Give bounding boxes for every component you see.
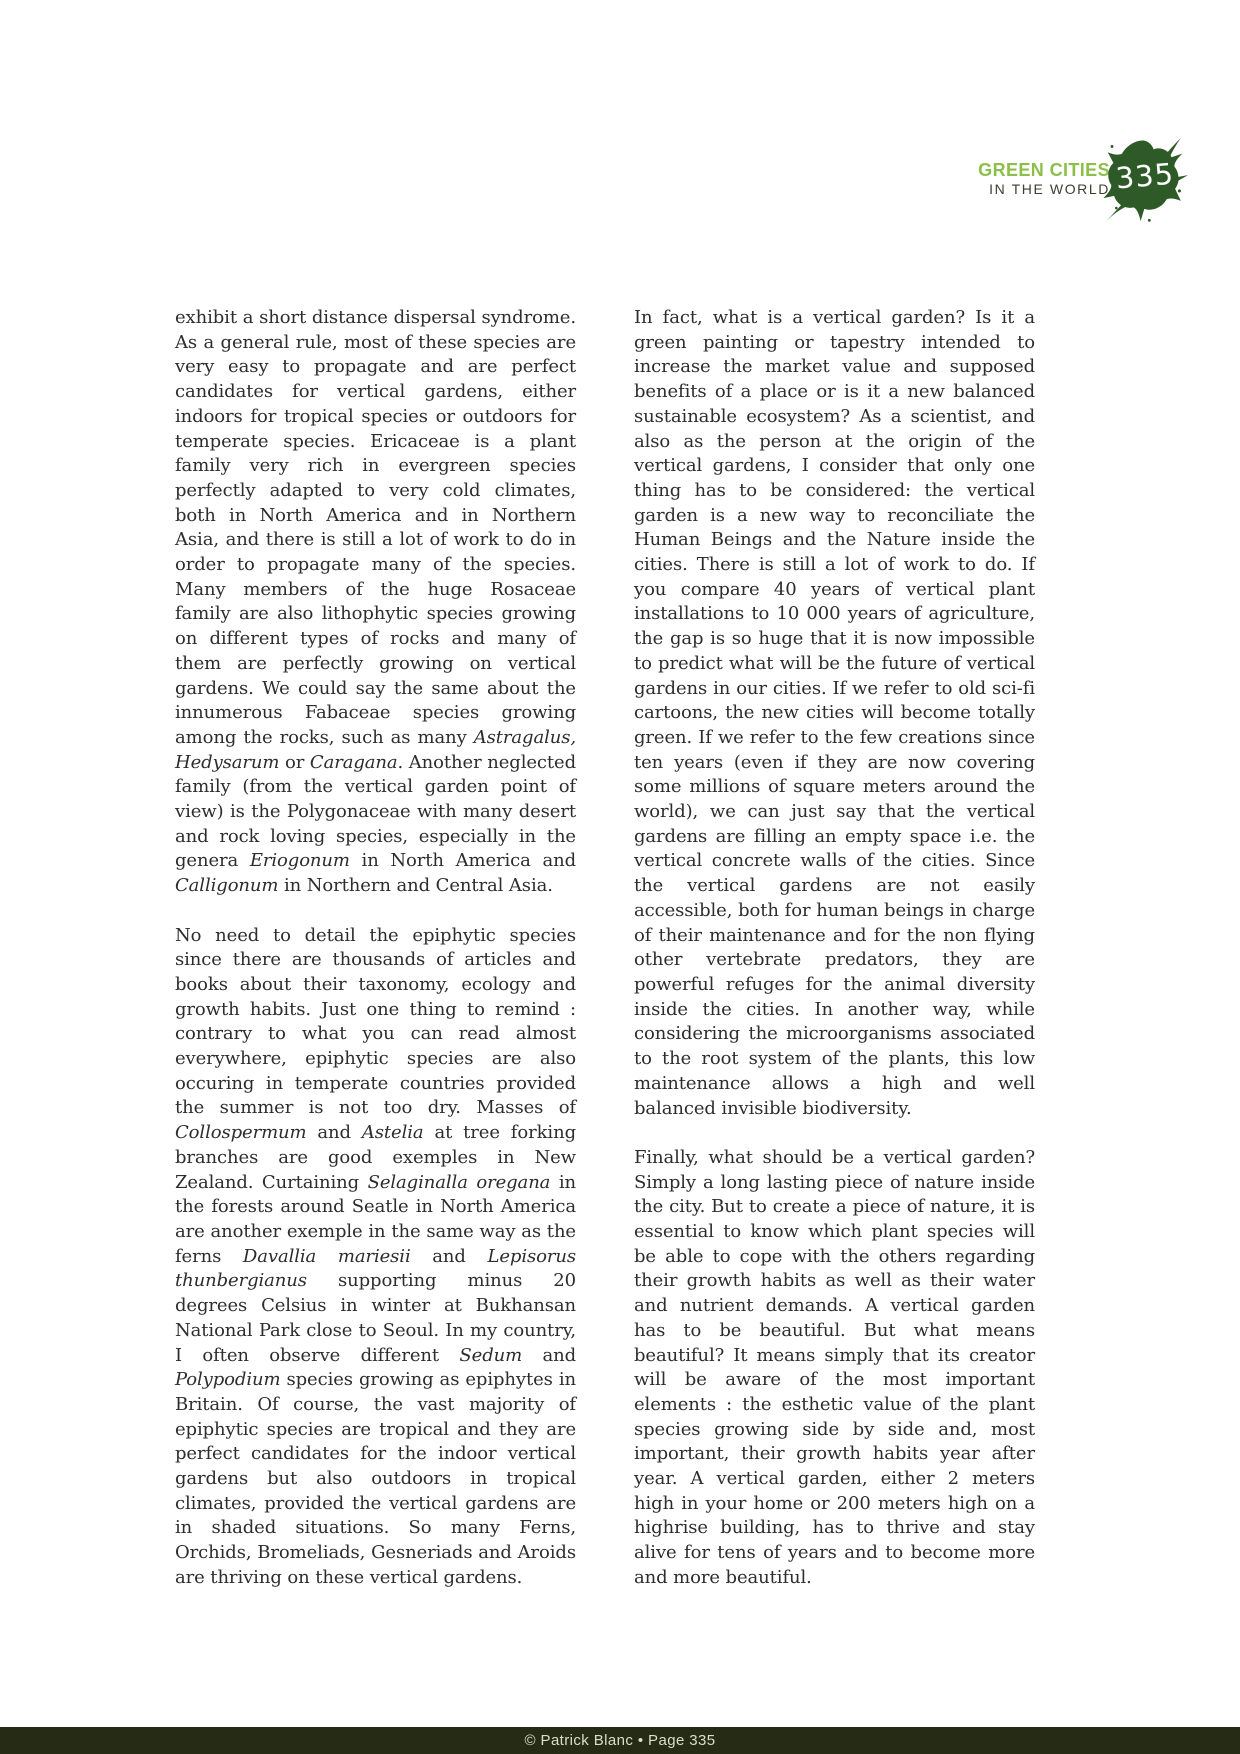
header-title: GREEN CITIES [978,160,1110,180]
right-column [634,306,1035,1615]
footer-text: © Patrick Blanc • Page 335 [524,1732,716,1749]
paragraph: No need to detail the epiphytic species since there are thousands of articles and books about their taxonomy, ecology and growth habits. Just one thing to remind : contrary to what you can read almost everywhere, epiphytic species are also occuring in temperate countries provided the summer is not too dry. Masses of Collospermum and Astelia at tree forking branches are good exemples in New Zealand. Curtaining Selaginalla oregana in the forests around Seatle in North America are another exemple in the same way as the ferns Davallia mariesii and Lepisorus thunbergianus supporting minus 20 degrees Celsius in winter at Bukhansan National Park close to Seoul. In my country, I often observe different Sedum and Polypodium species growing as epiphytes in Britain. Of course, the vast majority of epiphytic species are tropical and they are perfect candidates for the indoor vertical gardens but also outdoors in tropical climates, provided the vertical gardens are in shaded situations. So many Ferns, Orchids, Bromeliads, Gesneriads and Aroids are thriving on these vertical gardens. [175,924,577,1588]
header [978,161,1110,196]
paragraph: In fact, what is a vertical garden? Is it a green painting or tapestry intended to increase the market value and supposed benefits of a place or is it a new balanced sustainable ecosystem? As a scientist, and also as the person at the origin of the vertical gardens, I consider that only one thing has to be considered: the vertical garden is a new way to reconciliate the Human Beings and the Nature inside the cities. There is still a lot of work to do. If you compare 40 years of vertical plant installations to 10 000 years of agriculture, the gap is so huge that it is now impossible to predict what will be the future of vertical gardens in our cities. If we refer to old sci-fi cartoons, the new cities will become totally green. If we refer to the few creations since ten years (even if they are now covering some millions of square meters around the world), we can just say that the vertical gardens are filling an empty space i.e. the vertical concrete walls of the cities. Since the vertical gardens are not easily accessible, both for human beings in charge of their maintenance and for the non flying other vertebrate predators, they are powerful refuges for the animal diversity inside the cities. In another way, while considering the microorganisms associated to the root system of the plants, this low maintenance allows a high and well balanced invisible biodiversity. [634,307,1035,1119]
paragraph: exhibit a short distance dispersal syndrome. As a general rule, most of these species are very easy to propagate and are perfect candidates for vertical gardens, either indoors for tropical species or outdoors for temperate species. Ericaceae is a plant family very rich in evergreen species perfectly adapted to very cold climates, both in North America and in Northern Asia, and there is still a lot of work to do in order to propagate many of the species. Many members of the huge Rosaceae family are also lithophytic species growing on different types of rocks and many of them are perfectly growing on vertical gardens. We could say the same about the innumerous Fabaceae species growing among the rocks, such as many Astragalus, Hedysarum or Caragana. Another neglected family (from the vertical garden point of view) is the Polygonaceae with many desert and rock loving species, especially in the genera Eriogonum in North America and Calligonum in Northern and Central Asia. [175,307,576,897]
page-number: 335 [1114,156,1176,196]
paragraph: Finally, what should be a vertical garden? Simply a long lasting piece of nature inside the city. But to create a piece of nature, it is essential to know which plant species will be able to cope with the others regarding their growth habits as well as their water and nutrient demands. A vertical garden has to be beautiful. But what means beautiful? It means simply that its creator will be aware of the most important elements : the esthetic value of the plant species growing side by side and, most important, their growth habits year after year. A vertical garden, either 2 meters high in your home or 200 meters high on a highrise building, has to thrive and stay alive for tens of years and to become more and more beautiful. [634,1146,1035,1588]
left-column [175,306,576,1615]
header-subtitle: IN THE WORLD [989,181,1110,197]
footer-bar [0,1727,1240,1754]
page-number-badge [1102,132,1188,224]
